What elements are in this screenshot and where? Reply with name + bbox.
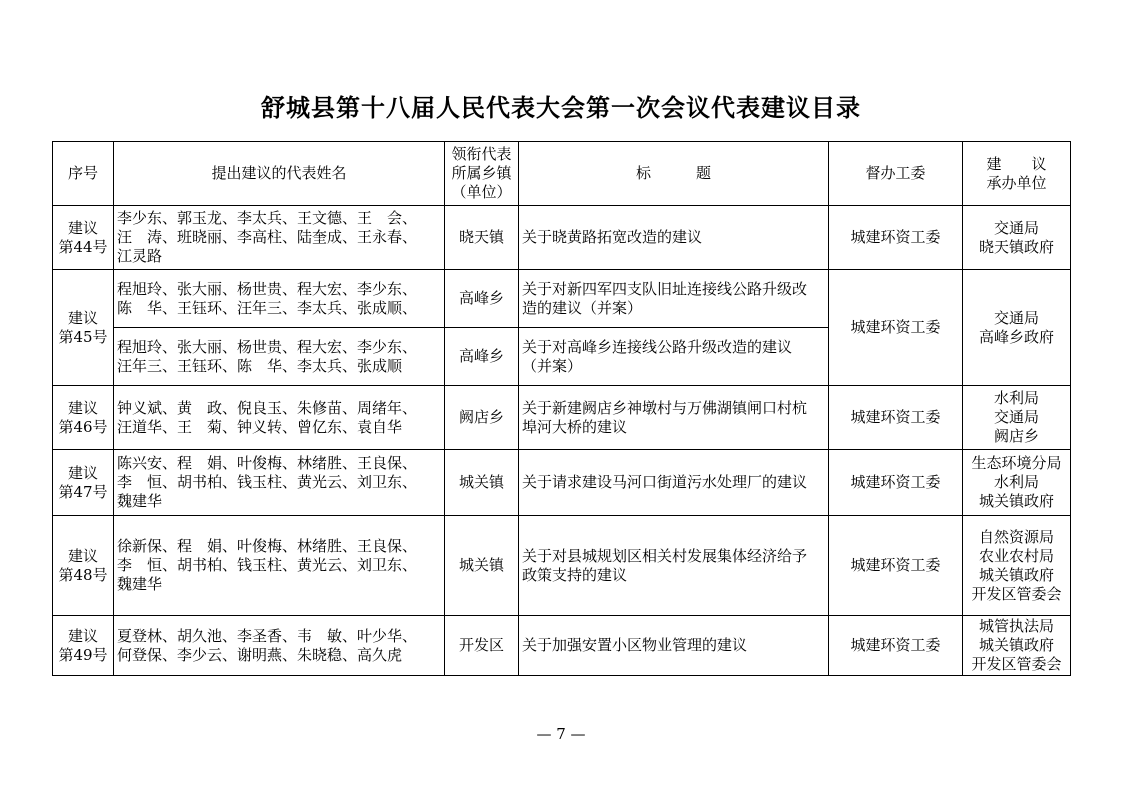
suggestion-title xyxy=(519,206,829,270)
lead-representative-town: 阙店乡 xyxy=(445,386,519,450)
handling-unit: 城关镇政府 xyxy=(978,565,1054,584)
handling-unit: 晓天镇政府 xyxy=(978,237,1054,256)
suggestion-number-value: 第45号 xyxy=(58,327,108,346)
representative-names xyxy=(114,450,445,516)
names-line: 程旭玲、张大丽、杨世贵、程大宏、李少东、 xyxy=(117,279,418,298)
names-line: 魏建华 xyxy=(117,575,163,593)
suggestion-number-value: 第49号 xyxy=(58,645,108,664)
suggestion-number-prefix: 建议 xyxy=(67,626,98,645)
handling-unit: 城关镇政府 xyxy=(978,636,1054,654)
title-line: 关于对高峰乡连接线公路升级改造的建议 xyxy=(522,337,793,356)
handling-unit: 水利局 xyxy=(993,389,1039,407)
handling-unit: 高峰乡政府 xyxy=(978,327,1054,346)
names-line: 何登保、李少云、谢明燕、朱晓稳、高久虎 xyxy=(117,645,403,664)
suggestion-number-prefix: 建议 xyxy=(67,463,98,482)
suggestion-table xyxy=(52,141,1071,676)
names-line: 李少东、郭玉龙、李太兵、王文德、王 会、 xyxy=(117,209,418,227)
supervising-committee: 城建环资工委 xyxy=(829,206,963,270)
title-line: 关于对县城规划区相关村发展集体经济给予 xyxy=(522,546,808,565)
title-line: （并案） xyxy=(522,356,583,375)
title-line: 关于晓黄路拓宽改造的建议 xyxy=(522,228,703,246)
page-number: — 7 — xyxy=(536,725,586,743)
handling-unit: 生态环境分局 xyxy=(971,454,1062,472)
lead-representative-town: 城关镇 xyxy=(445,450,519,516)
names-line: 汪道华、王 菊、钟义转、曾亿东、袁自华 xyxy=(117,417,403,436)
handling-unit: 农业农村局 xyxy=(978,546,1054,565)
title-line: 造的建议（并案） xyxy=(522,298,643,317)
suggestion-title xyxy=(519,270,829,328)
suggestion-number-value: 第46号 xyxy=(58,417,108,436)
handling-unit: 交通局 xyxy=(993,308,1039,327)
representative-names xyxy=(114,616,445,676)
names-line: 汪年三、王钰环、陈 华、李太兵、张成顺 xyxy=(117,356,403,375)
header-title: 标 题 xyxy=(519,142,829,206)
table-row xyxy=(53,386,1071,450)
title-line: 关于新建阙店乡神墩村与万佛湖镇闸口村杭 xyxy=(522,398,808,417)
header-row xyxy=(53,142,1071,206)
suggestion-number xyxy=(53,386,114,450)
names-line: 程旭玲、张大丽、杨世贵、程大宏、李少东、 xyxy=(117,337,418,356)
table-body xyxy=(53,206,1071,676)
suggestion-title xyxy=(519,328,829,386)
suggestion-title xyxy=(519,450,829,516)
suggestion-title xyxy=(519,516,829,616)
table-row xyxy=(53,450,1071,516)
header-no: 序号 xyxy=(53,142,114,206)
header-committee: 督办工委 xyxy=(829,142,963,206)
handling-units xyxy=(963,616,1071,676)
representative-names xyxy=(114,328,445,386)
supervising-committee: 城建环资工委 xyxy=(829,616,963,676)
suggestion-number-value: 第44号 xyxy=(58,237,108,256)
names-line: 陈 华、王钰环、汪年三、李太兵、张成顺、 xyxy=(117,298,418,317)
lead-representative-town: 开发区 xyxy=(445,616,519,676)
header-names: 提出建议的代表姓名 xyxy=(114,142,445,206)
handling-units xyxy=(963,386,1071,450)
lead-representative-town: 高峰乡 xyxy=(445,270,519,328)
handling-unit: 城关镇政府 xyxy=(978,492,1054,510)
title-line: 政策支持的建议 xyxy=(522,565,628,584)
header-units-line: 承办单位 xyxy=(986,173,1047,192)
supervising-committee: 城建环资工委 xyxy=(829,450,963,516)
lead-representative-town: 晓天镇 xyxy=(445,206,519,270)
suggestion-title xyxy=(519,616,829,676)
names-line: 徐新保、程 娟、叶俊梅、林绪胜、王良保、 xyxy=(117,537,418,555)
supervising-committee: 城建环资工委 xyxy=(829,516,963,616)
suggestion-number-prefix: 建议 xyxy=(67,308,98,327)
header-town-line: （单位） xyxy=(451,183,512,201)
handling-unit: 水利局 xyxy=(993,473,1039,491)
suggestion-title xyxy=(519,386,829,450)
header-units xyxy=(963,142,1071,206)
handling-units xyxy=(963,206,1071,270)
suggestion-number xyxy=(53,516,114,616)
header-town-line: 所属乡镇 xyxy=(451,164,512,182)
suggestion-number-value: 第47号 xyxy=(58,482,108,501)
table-row xyxy=(53,270,1071,328)
handling-unit: 城管执法局 xyxy=(978,617,1054,635)
handling-unit: 交通局 xyxy=(993,408,1039,426)
suggestion-number xyxy=(53,450,114,516)
handling-units xyxy=(963,450,1071,516)
page-title: 舒城县第十八届人民代表大会第一次会议代表建议目录 xyxy=(261,93,861,122)
representative-names xyxy=(114,386,445,450)
names-line: 夏登林、胡久池、李圣香、韦 敏、叶少华、 xyxy=(117,626,418,645)
header-units-line: 建 议 xyxy=(986,154,1047,173)
lead-representative-town: 城关镇 xyxy=(445,516,519,616)
names-line: 陈兴安、程 娟、叶俊梅、林绪胜、王良保、 xyxy=(117,454,418,472)
handling-unit: 自然资源局 xyxy=(978,527,1054,546)
title-line: 关于请求建设马河口街道污水处理厂的建议 xyxy=(522,473,808,491)
handling-units xyxy=(963,270,1071,386)
names-line: 汪 涛、班晓丽、李高柱、陆奎成、王永春、 xyxy=(117,228,418,246)
suggestion-number-prefix: 建议 xyxy=(67,546,98,565)
names-line: 李 恒、胡书柏、钱玉柱、黄光云、刘卫东、 xyxy=(117,473,418,491)
representative-names xyxy=(114,270,445,328)
names-line: 魏建华 xyxy=(117,492,163,510)
table-row xyxy=(53,206,1071,270)
suggestion-number-prefix: 建议 xyxy=(67,398,98,417)
suggestion-number xyxy=(53,616,114,676)
suggestion-number xyxy=(53,206,114,270)
table-row xyxy=(53,616,1071,676)
table-row xyxy=(53,516,1071,616)
supervising-committee: 城建环资工委 xyxy=(829,386,963,450)
suggestion-number xyxy=(53,270,114,386)
header-town-line: 领衔代表 xyxy=(451,145,512,163)
lead-representative-town: 高峰乡 xyxy=(445,328,519,386)
handling-unit: 交通局 xyxy=(993,218,1039,237)
representative-names xyxy=(114,516,445,616)
suggestion-number-prefix: 建议 xyxy=(67,218,98,237)
handling-unit: 开发区管委会 xyxy=(971,655,1062,673)
names-line: 江灵路 xyxy=(117,247,163,265)
suggestion-number-value: 第48号 xyxy=(58,565,108,584)
title-line: 埠河大桥的建议 xyxy=(522,417,628,436)
representative-names xyxy=(114,206,445,270)
header-town xyxy=(445,142,519,206)
title-line: 关于对新四军四支队旧址连接线公路升级改 xyxy=(522,279,808,298)
handling-unit: 阙店乡 xyxy=(993,427,1039,445)
title-line: 关于加强安置小区物业管理的建议 xyxy=(522,636,748,654)
supervising-committee: 城建环资工委 xyxy=(829,270,963,386)
handling-unit: 开发区管委会 xyxy=(971,584,1062,603)
names-line: 李 恒、胡书柏、钱玉柱、黄光云、刘卫东、 xyxy=(117,556,418,574)
names-line: 钟义斌、黄 政、倪良玉、朱修苗、周绪年、 xyxy=(117,398,418,417)
handling-units xyxy=(963,516,1071,616)
